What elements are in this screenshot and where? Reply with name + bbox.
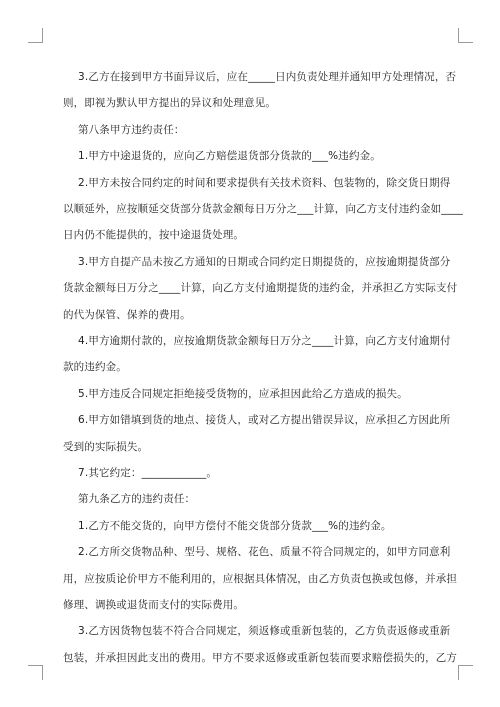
text-line: 包装，并承担因此支出的费用。甲方不要求返修或重新包装而要求赔偿损失的，乙方 [63,651,458,664]
text-line: 第九条乙方的违约责任： [78,493,196,506]
text-line: 3.乙方因货物包装不符合合同规定，须返修或重新包装的，乙方负责返修或重新 [78,625,451,638]
text-line: 第八条甲方违约责任： [78,123,185,136]
text-line: 日内仍不能提供的，按中途退货处理。 [63,229,245,242]
text-line: 以顺延外，应按顺延交货部分货款金额每日万分之___计算，向乙方支付违约金如____ [63,203,463,215]
text-line: 5.甲方违反合同规定拒绝接受货物的，应承担因此给乙方造成的损失。 [78,387,408,400]
text-line: 2.甲方未按合同约定的时间和要求提供有关技术资料、包装物的，除交货日期得 [78,176,451,189]
text-line: 货款金额每日万分之____计算，向乙方支付逾期提货的违约金，并承担乙方实际支付 [63,282,458,295]
text-line: 7.其它约定：____________。 [78,467,218,479]
text-line: 3.甲方自提产品未按乙方通知的日期或合同约定日期提货的，应按逾期提货部分 [78,255,451,268]
text-line: 6.甲方如错填到货的地点、接货人，或对乙方提出错误异议，应承担乙方因此所 [78,414,451,427]
crop-mark-top-left [28,28,43,43]
text-line: 修理、调换或退货而支付的实际费用。 [63,599,245,611]
text-line: 2.乙方所交货物品种、型号、规格、花色、质量不符合同规定的，如甲方同意利 [78,546,451,559]
text-line: 受到的实际损失。 [63,440,149,453]
crop-mark-bottom-left [28,665,43,680]
text-line: 的代为保管、保养的费用。 [63,308,191,321]
text-line: 1.乙方不能交货的，向甲方偿付不能交货部分货款___%的违约金。 [78,519,392,532]
text-line: 用，应按质论价甲方不能利用的，应根据具体情况，由乙方负责包换或包修，并承担 [63,572,458,585]
crop-mark-top-right [458,28,473,43]
text-line: 则，即视为默认甲方提出的异议和处理意见。 [63,97,276,110]
text-line: 3.乙方在接到甲方书面异议后，应在_____日内负责处理并通知甲方处理情况，否 [78,71,457,83]
text-line: 4.甲方逾期付款的，应按逾期货款金额每日万分之____计算，向乙方支付逾期付 [78,335,451,347]
text-line: 款的违约金。 [63,361,127,374]
text-line: 1.甲方中途退货的，应向乙方赔偿退货部分货款的___%违约金。 [78,150,381,163]
crop-mark-bottom-right [458,665,473,680]
